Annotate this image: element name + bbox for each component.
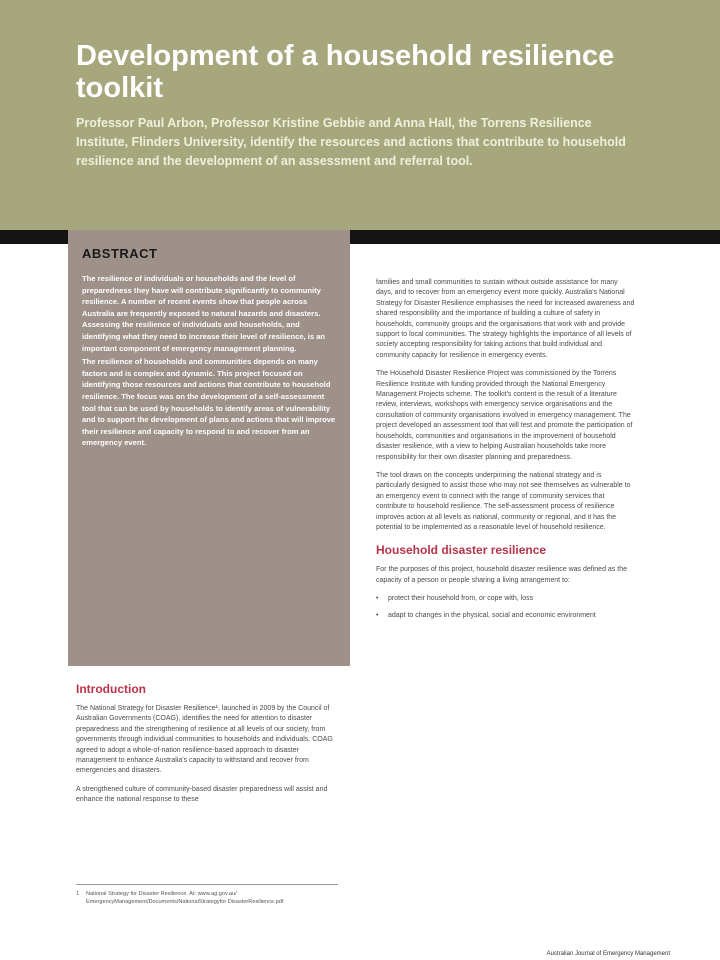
right-paragraph-3: The tool draws on the concepts underpinning the national strategy and is particularly designed to assist those who may not see themselves as vulnerable to an emergency event to connect with the range of community services that contribute to household resilience. The self-assessment process of resilience improves action at all levels as national, community or regional, and it has the potential to be implemented as a reasonable level of household resilience.	[376, 471, 631, 531]
abstract-paragraph-1: The resilience of individuals or households and the level of preparedness they have will contribute significantly to community resilience. A number of recent events show that people across Australia are frequently exposed to natural hazards and disasters. Assessing the resilience of individuals and households, and identifying what they need to increase their level of resilience, is an important component of emergency management planning.	[82, 274, 326, 353]
right-paragraph-2: The Household Disaster Resilience Project was commissioned by the Torrens Resilience Institute with funding provided through the National Emergency Management Projects scheme. The toolkit's content is the result of a literature review, interviews, workshops with emergency service organisations and the consultation of community organisations involved in emergency management. The project developed an assessment tool that will test and promote the participation of households, communities and organisations in the improvement of household disaster resilience, with a view to helping Australian households take more responsibility for their own disaster planning and preparedness.	[376, 370, 633, 461]
article-title: Development of a household resilience toolkit	[76, 40, 615, 104]
footnote-number: 1	[76, 891, 80, 897]
right-paragraph-1: families and small communities to sustain without outside assistance for many days, and to recover from an emergency event more quickly. Australia's National Strategy for Disaster Resilience emphasises the need for increased awareness and shared responsibility and the importance of building a culture of safety in households, community groups and the organisations that work with and provide support to local communities. The strategy highlights the importance of all levels of society accepting responsibility for taking actions that build individual and community capacity for resilience in emergency events.	[376, 279, 635, 359]
list-item: • protect their household from, or cope with, loss	[376, 594, 636, 604]
intro-paragraph-2: A strengthened culture of community-based disaster preparedness will assist and enhance the national response to these	[76, 785, 328, 804]
abstract-heading: ABSTRACT	[82, 246, 158, 261]
footnote-divider	[76, 884, 338, 885]
intro-paragraph-1: The National Strategy for Disaster Resilience¹, launched in 2009 by the Council of Australian Governments (COAG), identifies the need for attention to disaster preparedness and the strengthening of resilience at all levels of our society, from governments through individual communities to households and individuals. COAG agreed to adopt a whole-of-nation resilience-based approach to disaster management to enhance Australia's capacity to withstand and recover from emergencies and disasters.	[76, 705, 333, 775]
right-paragraph-4: For the purposes of this project, household disaster resilience was defined as the capacity of a person or people sharing a living arrangement to:	[376, 566, 627, 584]
abstract-paragraph-2: The resilience of households and communities depends on many factors and is complex and dynamic. This project focused on identifying those resources and actions that contribute to household resilience. The focus was on the development of a self-assessment tool that can be used by households to identify areas of vulnerability and to support the development of plans and actions that will improve their resilience and capacity to respond to and recover from an emergency event.	[82, 357, 336, 448]
household-resilience-heading: Household disaster resilience	[376, 543, 547, 558]
footnote-text: National Strategy for Disaster Resilience. At: www.ag.gov.au/ EmergencyManagement/Documents/NationalStrategyfor DisasterResilience.pdf	[86, 891, 284, 905]
capacity-list	[376, 594, 636, 621]
article-deck: Professor Paul Arbon, Professor Kristine Gebbie and Anna Hall, the Torrens Resilience Institute, Flinders University, identify the resources and actions that contribute to household resilience and the development of an assessment and referral tool.	[76, 116, 626, 168]
list-item: • adapt to changes in the physical, social and economic environment	[376, 611, 636, 621]
introduction-heading: Introduction	[76, 682, 146, 696]
title-banner	[0, 0, 720, 230]
abstract-box	[68, 230, 350, 666]
right-column	[376, 278, 636, 627]
page-footer: Australian Journal of Emergency Management	[546, 951, 670, 957]
footnote	[76, 891, 336, 907]
left-column	[76, 682, 338, 814]
